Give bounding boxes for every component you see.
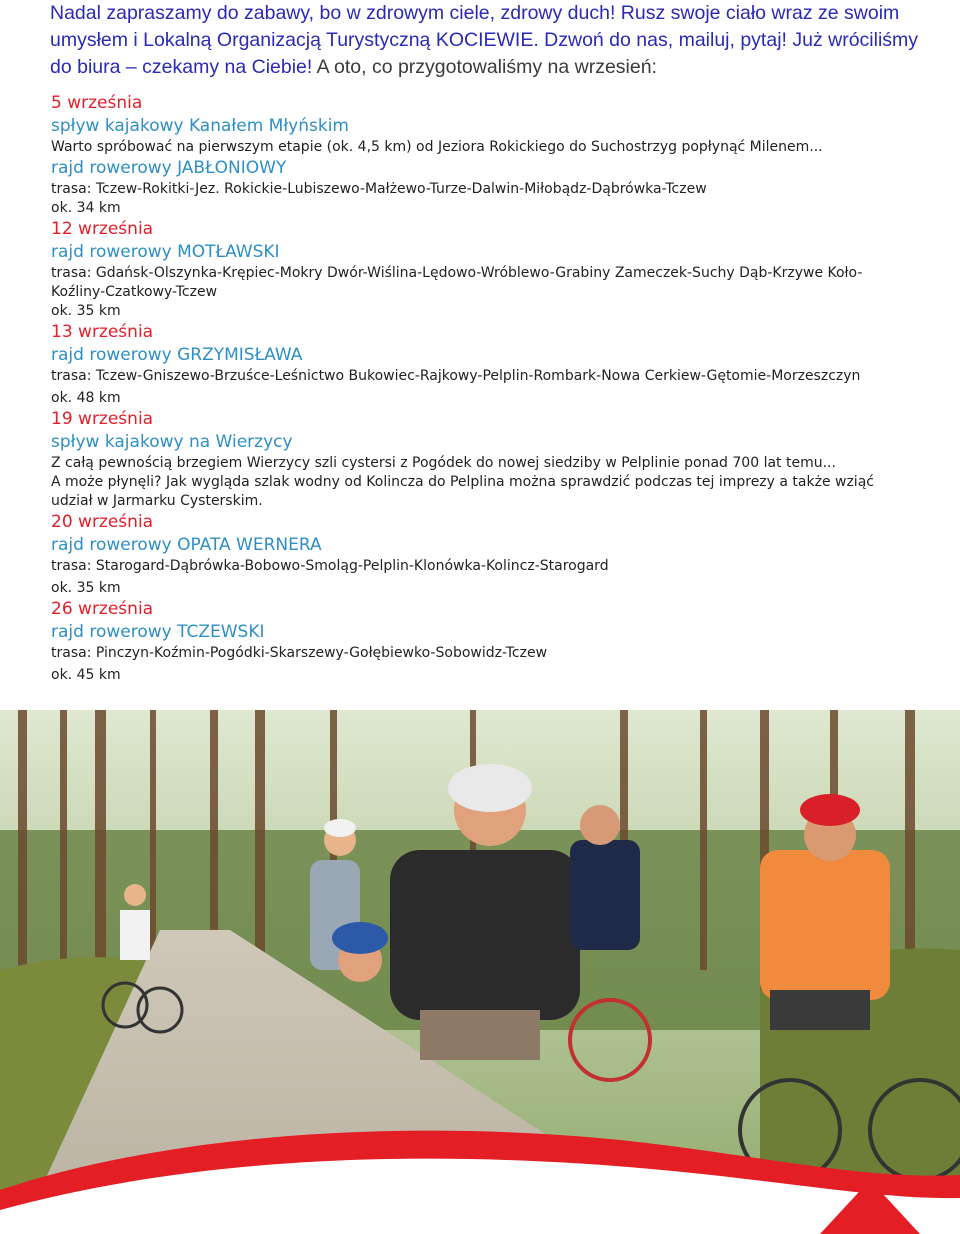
event-route: trasa: Tczew-Gniszewo-Brzuśce-Leśnictwo Bukowiec-Rajkowy-Pelplin-Rombark-Nowa Cerkiew-Gętomie-Morzeszczyn <box>51 368 861 384</box>
event-route: trasa: Pinczyn-Koźmin-Pogódki-Skarszewy-Gołębiewko-Sobowidz-Tczew <box>51 645 548 661</box>
event-date: 20 września <box>51 512 154 532</box>
event-route: trasa: Tczew-Rokitki-Jez. Rokickie-Lubiszewo-Małżewo-Turze-Dalwin-Miłobądz-Dąbrówka-Tczew <box>51 181 707 197</box>
event-description: udział w Jarmarku Cysterskim. <box>51 493 263 509</box>
intro-line-1: Nadal zapraszamy do zabawy, bo w zdrowym ciele, zdrowy duch! Rusz swoje ciało wraz ze swoim <box>50 2 900 24</box>
event-description: A może płynęli? Jak wygląda szlak wodny od Kolincza do Pelplina można sprawdzić podczas tej imprezy a także wziąć <box>51 474 874 490</box>
event-route: trasa: Starogard-Dąbrówka-Bobowo-Smoląg-Pelplin-Klonówka-Kolincz-Starogard <box>51 558 609 574</box>
event-date: 19 września <box>51 409 154 429</box>
event-title: rajd rowerowy OPATA WERNERA <box>51 535 322 555</box>
event-distance: ok. 35 km <box>51 303 121 319</box>
event-list <box>51 92 931 685</box>
event-date: 12 września <box>51 219 154 239</box>
event-route-continued: Koźliny-Czatkowy-Tczew <box>51 284 218 300</box>
event-distance: ok. 45 km <box>51 667 121 683</box>
event-title: spływ kajakowy Kanałem Młyńskim <box>51 116 349 136</box>
event-title: rajd rowerowy JABŁONIOWY <box>51 158 287 178</box>
cyclists-forest-photo <box>0 710 960 1234</box>
event-distance: ok. 48 km <box>51 390 121 406</box>
intro-line-3-head: do biura – czekamy na Ciebie! <box>50 56 317 78</box>
intro-line-3 <box>50 54 930 81</box>
event-title: spływ kajakowy na Wierzycy <box>51 432 293 452</box>
event-date: 13 września <box>51 322 154 342</box>
photo-illustration <box>0 710 960 1234</box>
intro-text <box>50 0 930 81</box>
intro-lead: A oto, co przygotowaliśmy na wrzesień: <box>316 56 657 78</box>
event-route: trasa: Gdańsk-Olszynka-Krępiec-Mokry Dwór-Wiślina-Lędowo-Wróblewo-Grabiny Zameczek-Suchy Dąb-Krzywe Koło- <box>51 265 863 281</box>
event-distance: ok. 35 km <box>51 580 121 596</box>
event-description: Warto spróbować na pierwszym etapie (ok. 4,5 km) od Jeziora Rokickiego do Suchostrzyg popłynąć Milenem... <box>51 139 823 155</box>
event-title: rajd rowerowy MOTŁAWSKI <box>51 242 280 262</box>
event-date: 26 września <box>51 599 154 619</box>
intro-line-2: umysłem i Lokalną Organizacją Turystyczną KOCIEWIE. Dzwoń do nas, mailuj, pytaj! Już wróciliśmy <box>50 29 919 51</box>
event-title: rajd rowerowy TCZEWSKI <box>51 622 265 642</box>
event-date: 5 września <box>51 93 143 113</box>
event-description: Z całą pewnością brzegiem Wierzycy szli cystersi z Pogódek do nowej siedziby w Pelplinie ponad 700 lat temu... <box>51 455 836 471</box>
event-distance: ok. 34 km <box>51 200 121 216</box>
event-title: rajd rowerowy GRZYMISŁAWA <box>51 345 303 365</box>
